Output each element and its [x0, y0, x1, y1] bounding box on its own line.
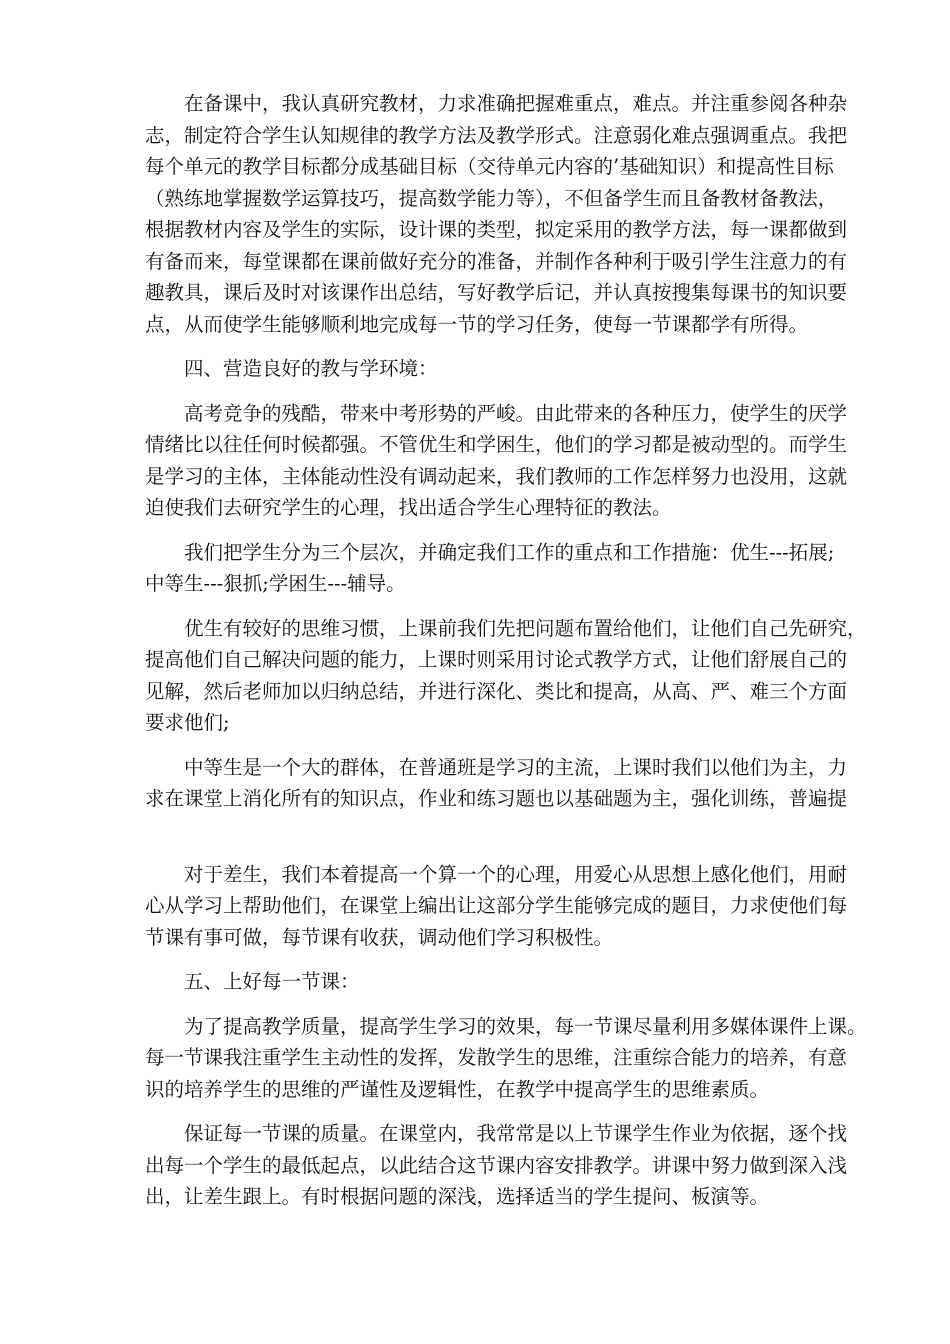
paragraph-three-levels: [106, 537, 846, 600]
text-line: 出每一个学生的最低起点，以此结合这节课内容安排教学。讲课中努力做到深入浅: [145, 1153, 848, 1177]
paragraph-top-students: [106, 613, 867, 739]
text-line: 根据教材内容及学生的实际，设计课的类型，拟定采用的教学方法，每一课都做到: [145, 218, 848, 241]
heading-text: 四、营造良好的教与学环境：: [184, 357, 438, 380]
document-body: [106, 88, 867, 1213]
paragraph-weak-students: [106, 859, 846, 954]
text-line: 优生有较好的思维习惯，上课前我们先把问题布置给他们，让他们自己先研究，: [184, 616, 867, 640]
text-line: 见解，然后老师加以归纳总结，并进行深化、类比和提高，从高、严、难三个方面: [145, 679, 848, 703]
text-line: 对于差生，我们本着提高一个算一个的心理，用爱心从思想上感化他们，用耐: [184, 862, 848, 886]
text-line: 为了提高教学质量，提高学生学习的效果，每一节课尽量利用多媒体课件上课。: [184, 1014, 867, 1038]
text-line: 有备而来，每堂课都在课前做好充分的准备，并制作各种利于吸引学生注意力的有: [145, 249, 848, 273]
text-line: 中等生---狠抓;学困生---辅导。: [145, 572, 406, 595]
paragraph-middle-students: [106, 752, 846, 815]
text-line: 高考竞争的残酷，带来中考形势的严峻。由此带来的各种压力，使学生的厌学: [184, 401, 848, 425]
text-line: 我们把学生分为三个层次，并确定我们工作的重点和工作措施：优生---拓展;: [184, 540, 835, 564]
text-line: 识的培养学生的思维的严谨性及逻辑性，在教学中提高学生的思维素质。: [145, 1077, 770, 1101]
text-line: 每一节课我注重学生主动性的发挥，发散学生的思维，注重综合能力的培养，有意: [145, 1046, 848, 1069]
text-line: 中等生是一个大的群体，在普通班是学习的主流，上课时我们以他们为主，力: [184, 755, 848, 779]
heading-text: 五、上好每一节课：: [184, 970, 360, 993]
section-heading-four: [106, 353, 846, 385]
paragraph-lesson-quality: [106, 1118, 846, 1213]
paragraph-lesson-prep: [106, 88, 846, 340]
paragraph-multimedia: [106, 1011, 867, 1106]
text-line: 趣教具，课后及时对该课作出总结，写好教学后记，并认真按搜集每课书的知识要: [145, 281, 848, 304]
text-line: 每个单元的教学目标都分成基础目标（交待单元内容的’基础知识）和提高性目标: [145, 155, 834, 178]
text-line: 情绪比以往任何时候都强。不管优生和学困生，他们的学习都是被动型的。而学生: [145, 433, 848, 456]
text-line: 点，从而使学生能够顺利地完成每一节的学习任务，使每一节课都学有所得。: [145, 312, 809, 336]
paragraph-environment: [106, 398, 846, 524]
text-line: 求在课堂上消化所有的知识点，作业和练习题也以基础题为主，强化训练，普遍提: [145, 787, 848, 810]
text-line: 要求他们;: [145, 711, 230, 734]
text-line: 在备课中，我认真研究教材，力求准确把握难重点，难点。并注重参阅各种杂: [184, 92, 848, 115]
text-line: 保证每一节课的质量。在课堂内，我常常是以上节课学生作业为依据，逐个找: [184, 1122, 848, 1145]
text-line: 是学习的主体，主体能动性没有调动起来，我们教师的工作怎样努力也没用，这就: [145, 464, 848, 488]
text-line: 迫使我们去研究学生的心理，找出适合学生心理特征的教法。: [145, 496, 672, 519]
text-line: （熟练地掌握数学运算技巧，提高数学能力等），不但备学生而且备教材备教法，: [145, 186, 838, 210]
text-line: 心从学习上帮助他们，在课堂上编出让这部分学生能够完成的题目，力求使他们每: [145, 894, 848, 917]
section-heading-five: [106, 966, 846, 998]
text-line: 出，让差生跟上。有时根据问题的深浅，选择适当的学生提问、板演等。: [145, 1185, 770, 1208]
text-line: 志，制定符合学生认知规律的教学方法及教学形式。注意弱化难点强调重点。我把: [145, 123, 848, 147]
text-line: 节课有事可做，每节课有收获，调动他们学习积极性。: [145, 925, 614, 949]
text-line: 提高他们自己解决问题的能力，上课时则采用讨论式教学方式，让他们舒展自己的: [145, 648, 848, 671]
